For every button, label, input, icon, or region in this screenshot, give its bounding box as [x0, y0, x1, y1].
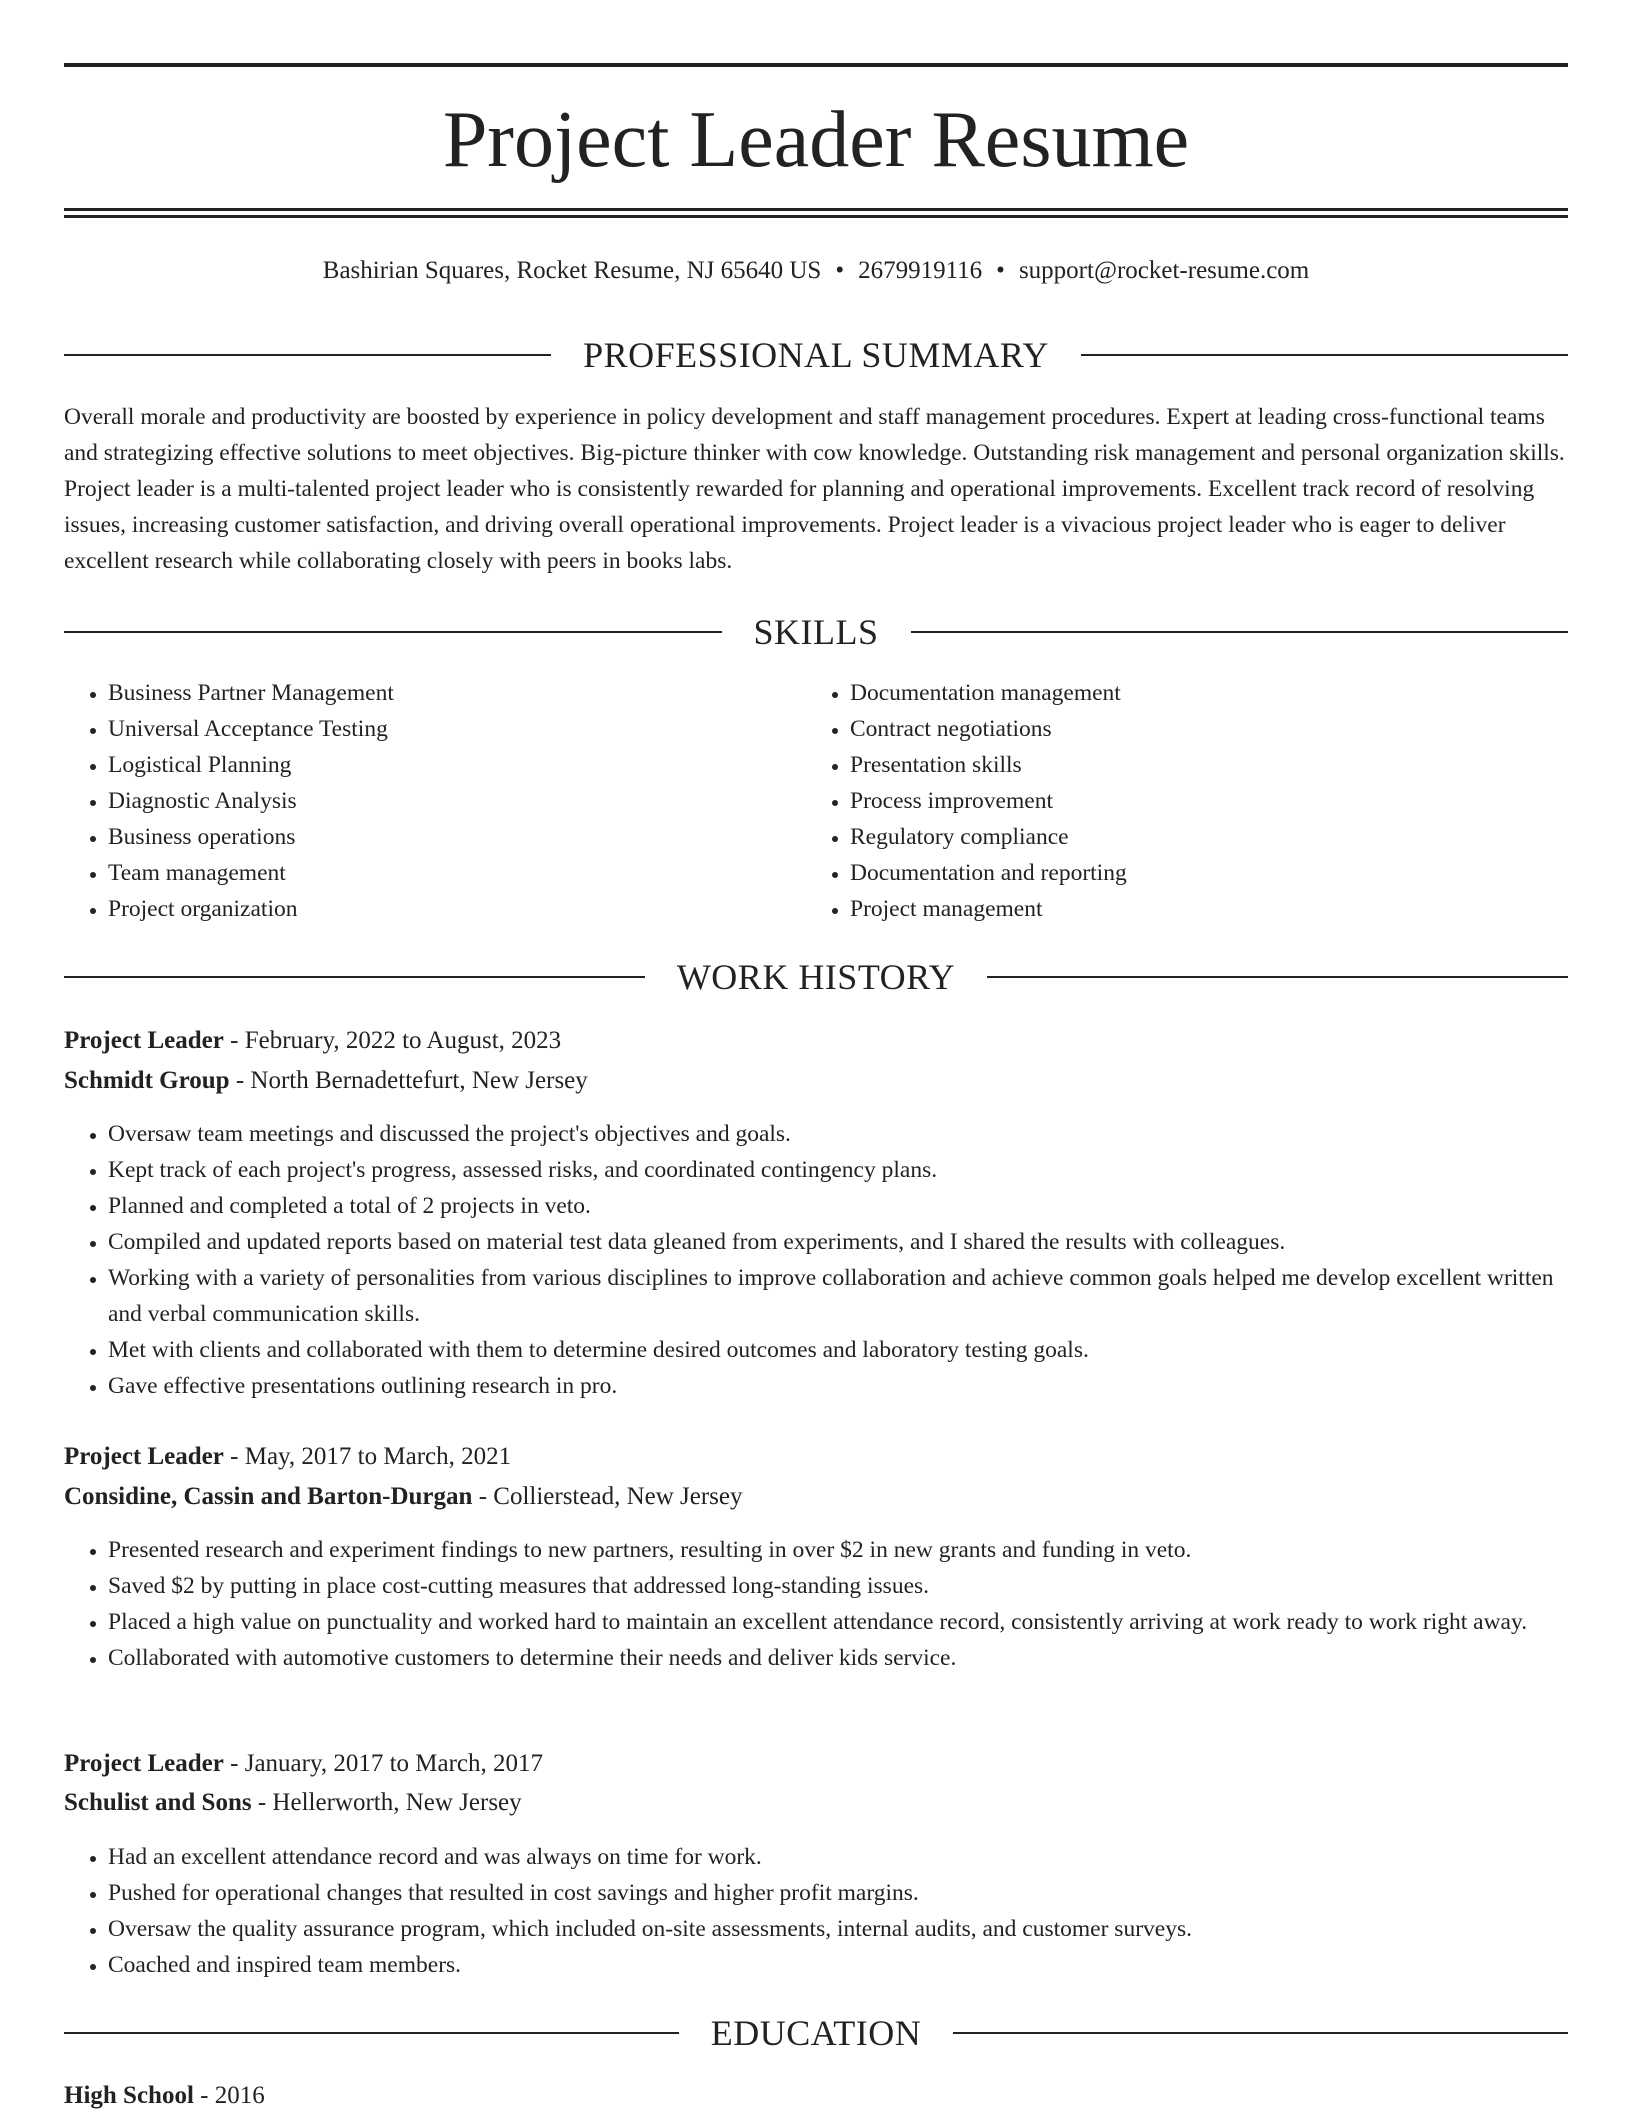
section-rule-left	[64, 2032, 679, 2034]
contact-phone: 2679919116	[858, 257, 983, 284]
job-dates: - May, 2017 to March, 2021	[223, 1443, 512, 1470]
section-header-summary	[64, 333, 1568, 377]
job-header	[64, 1746, 1568, 1782]
skill-item: • Documentation management	[850, 675, 1548, 711]
education-year: - 2016	[193, 2082, 265, 2109]
job-location: - Hellerworth, New Jersey	[251, 1789, 522, 1816]
skills-list	[64, 675, 1568, 927]
contact-separator: •	[996, 257, 1005, 284]
job-bullet: • Presented research and experiment findings to new partners, resulting in over $2 in new grants and funding in veto.	[108, 1532, 1568, 1568]
section-rule-left	[64, 976, 645, 978]
job-bullets	[64, 1116, 1568, 1404]
job-bullet: • Placed a high value on punctuality and worked hard to maintain an excellent attendance record, consistently arriving at work ready to work right away.	[108, 1604, 1568, 1640]
skill-item: • Logistical Planning	[108, 747, 806, 783]
job-title: Project Leader	[64, 1443, 224, 1470]
skill-item: • Documentation and reporting	[850, 855, 1548, 891]
education-degree: High School	[64, 2082, 194, 2109]
job-bullet: • Oversaw team meetings and discussed the project's objectives and goals.	[108, 1116, 1568, 1152]
skill-item: • Universal Acceptance Testing	[108, 711, 806, 747]
summary-text: Overall morale and productivity are boosted by experience in policy development and staff management procedures. Expert at leading cross-functional teams and strategizing effective solutions to meet objectives. Big-picture thinker with cow knowledge. Outstanding risk management and personal organization skills. Project leader is a multi-talented project leader who is consistently rewarded for planning and operational improvements. Excellent track record of resolving issues, increasing customer satisfaction, and driving overall operational improvements. Project leader is a vivacious project leader who is eager to deliver excellent research while collaborating closely with peers in books labs.	[64, 404, 1565, 574]
job-location: - Collierstead, New Jersey	[472, 1483, 743, 1510]
section-title-education: EDUCATION	[710, 2013, 922, 2053]
section-title-summary: PROFESSIONAL SUMMARY	[583, 335, 1049, 375]
skills-column-right	[806, 675, 1548, 927]
job-company: Schulist and Sons	[64, 1789, 252, 1816]
job-bullet: • Saved $2 by putting in place cost-cutting measures that addressed long-standing issues.	[108, 1568, 1568, 1604]
skills-column-left	[64, 675, 806, 927]
section-rule-left	[64, 354, 551, 356]
section-rule-right	[987, 976, 1568, 978]
section-rule-right	[1081, 354, 1568, 356]
job-header	[64, 1023, 1568, 1059]
job-company: Considine, Cassin and Barton-Durgan	[64, 1483, 473, 1510]
skill-item: • Regulatory compliance	[850, 819, 1548, 855]
skill-item: • Diagnostic Analysis	[108, 783, 806, 819]
job-bullets	[64, 1839, 1568, 1983]
section-title-skills: SKILLS	[753, 612, 879, 652]
skill-item: • Team management	[108, 855, 806, 891]
section-header-skills	[64, 610, 1568, 654]
job-organization	[64, 1479, 1568, 1515]
skill-item: • Project organization	[108, 891, 806, 927]
section-title-work: WORK HISTORY	[676, 957, 956, 997]
job-bullet: • Pushed for operational changes that resulted in cost savings and higher profit margins.	[108, 1875, 1568, 1911]
job-bullet: • Oversaw the quality assurance program, which included on-site assessments, internal audits, and customer surveys.	[108, 1911, 1568, 1947]
job-bullet: • Gave effective presentations outlining research in pro.	[108, 1368, 1568, 1404]
section-header-work	[64, 955, 1568, 999]
job-location: - North Bernadettefurt, New Jersey	[229, 1067, 588, 1094]
job-bullet: • Working with a variety of personalities from various disciplines to improve collaboration and achieve common goals helped me develop excellent written and verbal communication skills.	[108, 1260, 1568, 1332]
contact-line	[64, 253, 1568, 289]
job-dates: - February, 2022 to August, 2023	[223, 1027, 562, 1054]
contact-separator: •	[835, 257, 845, 284]
skill-item: • Presentation skills	[850, 747, 1548, 783]
job-bullet: • Planned and completed a total of 2 projects in veto.	[108, 1188, 1568, 1224]
job-company: Schmidt Group	[64, 1067, 230, 1094]
skill-item: • Project management	[850, 891, 1548, 927]
job-header	[64, 1439, 1568, 1475]
page-title: Project Leader Resume	[442, 96, 1190, 184]
education-entry	[64, 2078, 1568, 2114]
section-header-education	[64, 2011, 1568, 2055]
top-rule	[64, 63, 1568, 67]
title-double-rule	[64, 208, 1568, 218]
section-rule-left	[64, 631, 722, 633]
contact-email[interactable]: support@rocket-resume.com	[1018, 257, 1310, 284]
job-organization	[64, 1785, 1568, 1821]
skill-item: • Contract negotiations	[850, 711, 1548, 747]
job-title: Project Leader	[64, 1750, 224, 1777]
job-bullet: • Met with clients and collaborated with them to determine desired outcomes and laboratory testing goals.	[108, 1332, 1568, 1368]
section-rule-right	[953, 2032, 1568, 2034]
contact-address: Bashirian Squares, Rocket Resume, NJ 65640 US	[322, 257, 822, 284]
skill-item: • Business operations	[108, 819, 806, 855]
section-rule-right	[911, 631, 1569, 633]
job-bullet: • Had an excellent attendance record and was always on time for work.	[108, 1839, 1568, 1875]
job-bullets	[64, 1532, 1568, 1676]
skill-item: • Process improvement	[850, 783, 1548, 819]
job-bullet: • Compiled and updated reports based on material test data gleaned from experiments, and I shared the results with colleagues.	[108, 1224, 1568, 1260]
job-dates: - January, 2017 to March, 2017	[223, 1750, 544, 1777]
job-bullet: • Coached and inspired team members.	[108, 1947, 1568, 1983]
job-title: Project Leader	[64, 1027, 224, 1054]
skill-item: • Business Partner Management	[108, 675, 806, 711]
job-bullet: • Collaborated with automotive customers to determine their needs and deliver kids service.	[108, 1640, 1568, 1676]
job-bullet: • Kept track of each project's progress, assessed risks, and coordinated contingency plans.	[108, 1152, 1568, 1188]
job-organization	[64, 1063, 1568, 1099]
